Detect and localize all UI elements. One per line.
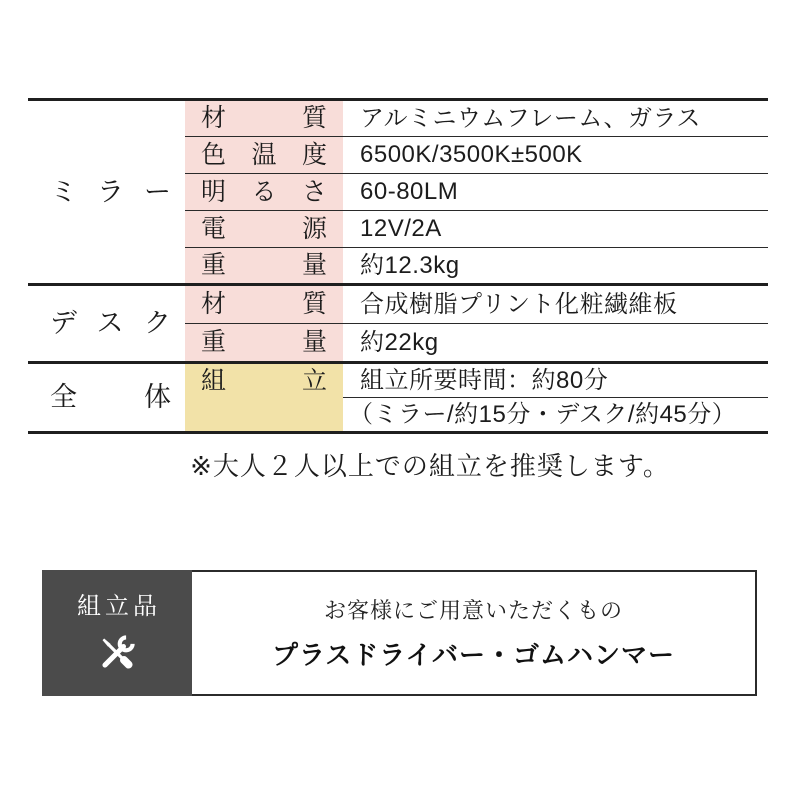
spec-value: 12V/2A — [343, 211, 768, 248]
assembly-badge-label: 組立品 — [77, 592, 161, 620]
spec-row — [28, 285, 768, 324]
spec-label: 重量 — [185, 324, 343, 363]
spec-row — [28, 363, 768, 398]
category-cell-desk: デスク — [28, 285, 185, 363]
tools-required-heading: お客様にご用意いただくもの — [323, 598, 623, 623]
spec-value: 約22kg — [343, 324, 768, 363]
tools-box — [42, 570, 757, 696]
spec-row — [28, 100, 768, 137]
spec-value: 6500K/3500K±500K — [343, 137, 768, 174]
spec-label: 明るさ — [185, 174, 343, 211]
category-cell-mirror: ミラー — [28, 100, 185, 285]
spec-value: 約12.3kg — [343, 248, 768, 285]
spec-value-sub: （ミラー/約15分・デスク/約45分） — [343, 398, 768, 433]
tools-required-panel — [192, 570, 757, 696]
assembly-note: ※大人２人以上での組立を推奨します。 — [190, 451, 670, 481]
spec-label: 組立 — [185, 363, 343, 433]
tools-required-items: プラスドライバー・ゴムハンマー — [272, 640, 675, 670]
tools-icon — [94, 630, 140, 681]
spec-label: 材質 — [185, 285, 343, 324]
spec-label: 電源 — [185, 211, 343, 248]
spec-value: 組立所要時間：約80分 — [343, 363, 768, 398]
spec-value: 合成樹脂プリント化粧繊維板 — [343, 285, 768, 324]
spec-value: 60-80LM — [343, 174, 768, 211]
category-cell-overall: 全体 — [28, 363, 185, 433]
spec-value: アルミニウムフレーム、ガラス — [343, 100, 768, 137]
spec-label: 重量 — [185, 248, 343, 285]
spec-label: 色温度 — [185, 137, 343, 174]
spec-table — [28, 98, 768, 434]
spec-label: 材質 — [185, 100, 343, 137]
assembly-badge — [42, 570, 192, 696]
